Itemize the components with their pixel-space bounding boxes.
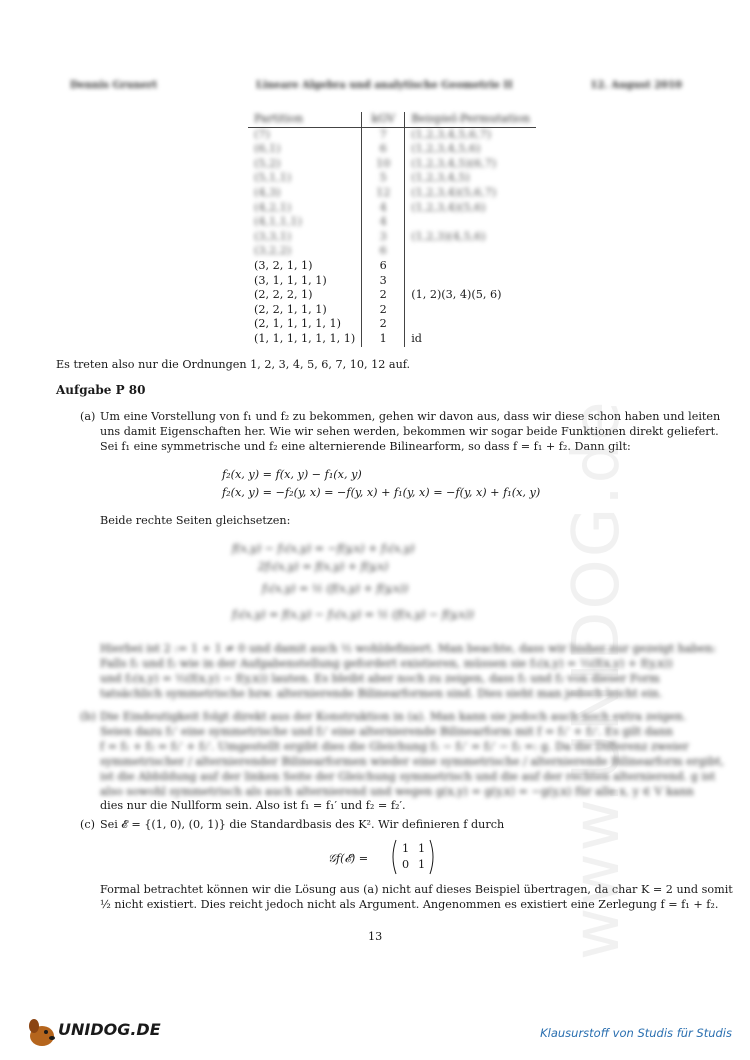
watermark: www.UNIDOG.de (560, 399, 634, 960)
example-cell: (1,2,3,4,5,6) (411, 142, 481, 156)
item-b-label: (b) (80, 710, 96, 723)
c-line-1: Sei 𝓔 = {(1, 0), (0, 1)} die Standardbasis des K². Wir definieren f durch (100, 818, 505, 831)
table-row (248, 288, 536, 303)
item-a-label: (a) (80, 410, 96, 423)
kgv-cell: 7 (362, 127, 405, 142)
example-cell (405, 215, 536, 230)
col-example: Beispiel-Permutation (405, 112, 536, 127)
partition-cell: (1, 1, 1, 1, 1, 1, 1) (254, 331, 356, 345)
table-row (248, 244, 536, 259)
c-line-2: Formal betrachtet können wir die Lösung aus (a) nicht auf dieses Beispiel übertragen, da char K = 2 und somit (100, 883, 733, 896)
kgv-cell: 3 (362, 230, 405, 245)
table-body (248, 127, 536, 346)
example-cell: (1,2,3)(4,5,6) (411, 229, 486, 243)
blurred-para-4: tatsächlich symmetrische bzw. alternierende Bilinearformen sind. Dies sieht man jedoch leicht ein. (100, 687, 663, 700)
kgv-cell: 10 (362, 157, 405, 172)
kgv-cell: 2 (362, 288, 405, 303)
section-heading: Aufgabe P 80 (56, 383, 146, 397)
kgv-cell: 6 (362, 244, 405, 259)
kgv-cell: 1 (362, 332, 405, 347)
a-line-2: uns damit Eigenschaften her. Wie wir sehen werden, bekommen wir sogar beide Funktionen direkt geliefert. (100, 425, 719, 438)
logo-text: UNIDOG.DE (58, 1020, 161, 1039)
partition-cell: (6,1) (254, 142, 281, 156)
partition-cell: (3, 2, 1, 1) (254, 258, 313, 272)
header-author: Dennis Grunert (70, 80, 158, 91)
kgv-cell: 6 (362, 259, 405, 274)
example-cell: (1,2,3,4)(5,6,7) (411, 185, 497, 199)
table-row (248, 303, 536, 318)
col-kgv: kGV (362, 112, 405, 127)
table-row (248, 259, 536, 274)
partition-cell: (3, 1, 1, 1, 1) (254, 273, 327, 287)
item-c-label: (c) (80, 818, 95, 831)
kgv-cell: 2 (362, 317, 405, 332)
example-cell (405, 303, 536, 318)
table-row (248, 157, 536, 172)
partition-cell: (4,1,1,1) (254, 215, 302, 229)
blurred-eq-3: f₁(x,y) = ½ (f(x,y) + f(y,x)) (262, 582, 409, 595)
matrix-entry: 0 (402, 858, 410, 871)
col-partition: Partition (248, 112, 362, 127)
kgv-cell: 12 (362, 186, 405, 201)
table-row (248, 230, 536, 245)
matrix-lhs: 𝒢f(𝓔) = (328, 852, 369, 865)
matrix-brackets (390, 838, 436, 876)
kgv-cell: 2 (362, 303, 405, 318)
a-line-1: Um eine Vorstellung von f₁ und f₂ zu bekommen, gehen wir davon aus, dass wir diese schon haben und leiten (100, 410, 721, 423)
example-cell (405, 274, 536, 289)
matrix-entry: 1 (418, 842, 426, 855)
b-line-4: symmetrischer / alternierender Bilinearformen wieder eine symmetrische / alternierende Bilinearform ergibt, (100, 755, 725, 768)
table-row (248, 171, 536, 186)
example-cell: (1,2,3,4)(5,6) (411, 200, 486, 214)
table-header-row (248, 112, 536, 127)
table-row (248, 274, 536, 289)
orders-sentence: Es treten also nur die Ordnungen 1, 2, 3, 4, 5, 6, 7, 10, 12 auf. (56, 358, 411, 371)
table-row (248, 317, 536, 332)
b-line-6: also sowohl symmetrisch als auch alternierend und wegen g(x,y) = g(y,x) = −g(y,x) für alle x, y ∈ V kann (100, 785, 694, 798)
b-line-1: Die Eindeutigkeit folgt direkt aus der Konstruktion in (a). Man kann sie jedoch auch noch extra zeigen. (100, 710, 687, 723)
partition-cell: (5,2) (254, 156, 281, 170)
b-line-3: f = f₁ + f₂ = f₁' + f₂'. Umgestellt ergibt dies die Gleichung f₁ − f₁' = f₂' − f₂ =: g. Da die Differenz zweier (100, 740, 689, 753)
table-row (248, 186, 536, 201)
partition-cell: (4,3) (254, 185, 281, 199)
page-number: 13 (368, 930, 383, 943)
example-cell: (1, 2)(3, 4)(5, 6) (411, 288, 502, 302)
blurred-eq-1: f(x,y) − f₁(x,y) = −f(y,x) + f₁(x,y) (232, 542, 415, 555)
gram-matrix (390, 838, 436, 876)
table-row (248, 142, 536, 157)
partition-cell: (3,3,1) (254, 229, 292, 243)
b-line-7: dies nur die Nullform sein. Also ist f₁ = f₁′ und f₂ = f₂′. (100, 799, 406, 812)
kgv-cell: 4 (362, 201, 405, 216)
b-line-2: Seien dazu f₁' eine symmetrische und f₂' eine alternierende Bilinearform mit f = f₁' + f₂'. Es gilt dann (100, 725, 674, 738)
header-date: 12. August 2010 (590, 80, 682, 91)
footer-tagline: Klausurstoff von Studis für Studis (540, 1026, 732, 1040)
a-line-3: Sei f₁ eine symmetrische und f₂ eine alternierende Bilinearform, so dass f = f₁ + f₂. Dann gilt: (100, 440, 631, 453)
table-row (248, 215, 536, 230)
matrix-entry: 1 (402, 842, 410, 855)
page-header (70, 80, 682, 96)
kgv-cell: 4 (362, 215, 405, 230)
blurred-para-2: Falls f₁ und f₂ wie in der Aufgabenstellung gefordert existieren, müssen sie f₁(x,y) = ½(f(x,y) + f(y,x)) (100, 657, 673, 670)
equation-1: f₂(x, y) = f(x, y) − f₁(x, y) (222, 468, 362, 481)
partition-table (248, 112, 536, 347)
table-row (248, 201, 536, 216)
c-line-3: ½ nicht existiert. Dies reicht jedoch nicht als Argument. Angenommen es existiert eine Zerlegung f = f₁ + f₂. (100, 898, 719, 911)
partition-cell: (4,2,1) (254, 200, 292, 214)
partition-cell: (5,1,1) (254, 171, 292, 185)
example-cell: (1,2,3,4,5,6,7) (411, 127, 492, 141)
example-cell (405, 259, 536, 274)
equation-2: f₂(x, y) = −f₂(y, x) = −f(y, x) + f₁(y, x) = −f(y, x) + f₁(x, y) (222, 486, 541, 499)
blurred-para-1: Hierbei ist 2 := 1 + 1 ≠ 0 und damit auch ½ wohldefiniert. Man beachte, dass wir bisher nur gezeigt haben: (100, 642, 717, 655)
blurred-eq-4: f₂(x,y) = f(x,y) − f₁(x,y) = ½ (f(x,y) − f(y,x)) (232, 608, 474, 621)
kgv-cell: 6 (362, 142, 405, 157)
blurred-eq-2: 2f₁(x,y) = f(x,y) + f(y,x) (258, 560, 389, 573)
example-cell (405, 244, 536, 259)
header-title: Lineare Algebra und analytische Geometrie II (256, 80, 513, 91)
example-cell (405, 317, 536, 332)
table-row (248, 332, 536, 347)
table-row (248, 127, 536, 142)
matrix-entry: 1 (418, 858, 426, 871)
kgv-cell: 3 (362, 274, 405, 289)
example-cell: id (411, 331, 422, 345)
dog-logo-icon (24, 1014, 60, 1050)
partition-cell: (2, 1, 1, 1, 1, 1) (254, 317, 341, 331)
partition-cell: (2, 2, 1, 1, 1) (254, 302, 327, 316)
example-cell: (1,2,3,4,5) (411, 171, 470, 185)
b-line-5: ist die Abbildung auf der linken Seite der Gleichung symmetrisch und die auf der rechten alternierend. g ist (100, 770, 716, 783)
beide-sentence: Beide rechte Seiten gleichsetzen: (100, 514, 291, 527)
partition-cell: (3,2,2) (254, 244, 292, 258)
kgv-cell: 5 (362, 171, 405, 186)
partition-cell: (2, 2, 2, 1) (254, 288, 313, 302)
partition-cell: (7) (254, 127, 270, 141)
blurred-para-3: und f₂(x,y) = ½(f(x,y) − f(y,x)) lauten. Es bleibt aber noch zu zeigen, dass f₁ und f₂ von dieser Form (100, 672, 660, 685)
example-cell: (1,2,3,4,5)(6,7) (411, 156, 497, 170)
